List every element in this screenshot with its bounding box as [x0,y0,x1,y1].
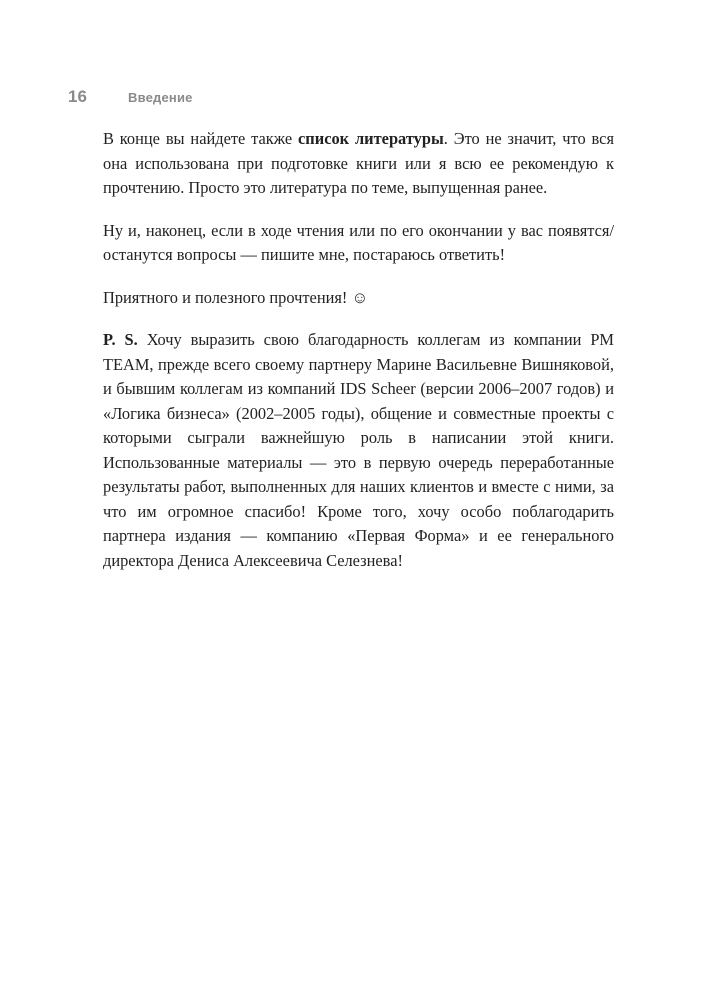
paragraph-questions: Ну и, наконец, если в ходе чтения или по его окончании у вас появятся/останутся вопросы — пишите мне, постараюсь ответить! [103,220,614,264]
paragraph-enjoy-reading: Приятного и полезного прочтения! ☺ [103,287,369,307]
paragraph-bibliography [103,127,614,201]
page-number: 16 [68,87,87,106]
postscript-label: P. S. [103,330,138,349]
postscript-text: Хочу выразить свою благодарность коллегам из компании PM TEAM, прежде всего своему партнеру Марине Васильевне Вишняковой, и бывшим коллегам из компаний IDS Scheer (версии 2006–2007 годов) и «Логика бизнеса» (2002–2005 годы), общение и совместные проекты с которыми сыграли важнейшую роль в написании этой книги. Использованные материалы — это в первую очередь переработанные результаты работ, выполненных для наших клиентов и вместе с ними, за что им огромное спасибо! Кроме того, хочу особо поблагодарить партнера издания — компанию «Первая Форма» и ее генерального директора Дениса Алексеевича Селезнева! [103,330,615,570]
section-title: Введение [128,90,193,105]
paragraph-text: . Это не значит, что вся она использована при подготовке книги или я всю ее рекомендую к прочтению. Просто это литература по теме, выпущенная ранее. [103,129,614,197]
running-head [68,87,193,107]
body-text [103,127,614,573]
paragraph-text: В конце вы найдете также [103,129,299,148]
paragraph-postscript [103,328,614,573]
bold-term-bibliography: список литературы [298,129,444,148]
